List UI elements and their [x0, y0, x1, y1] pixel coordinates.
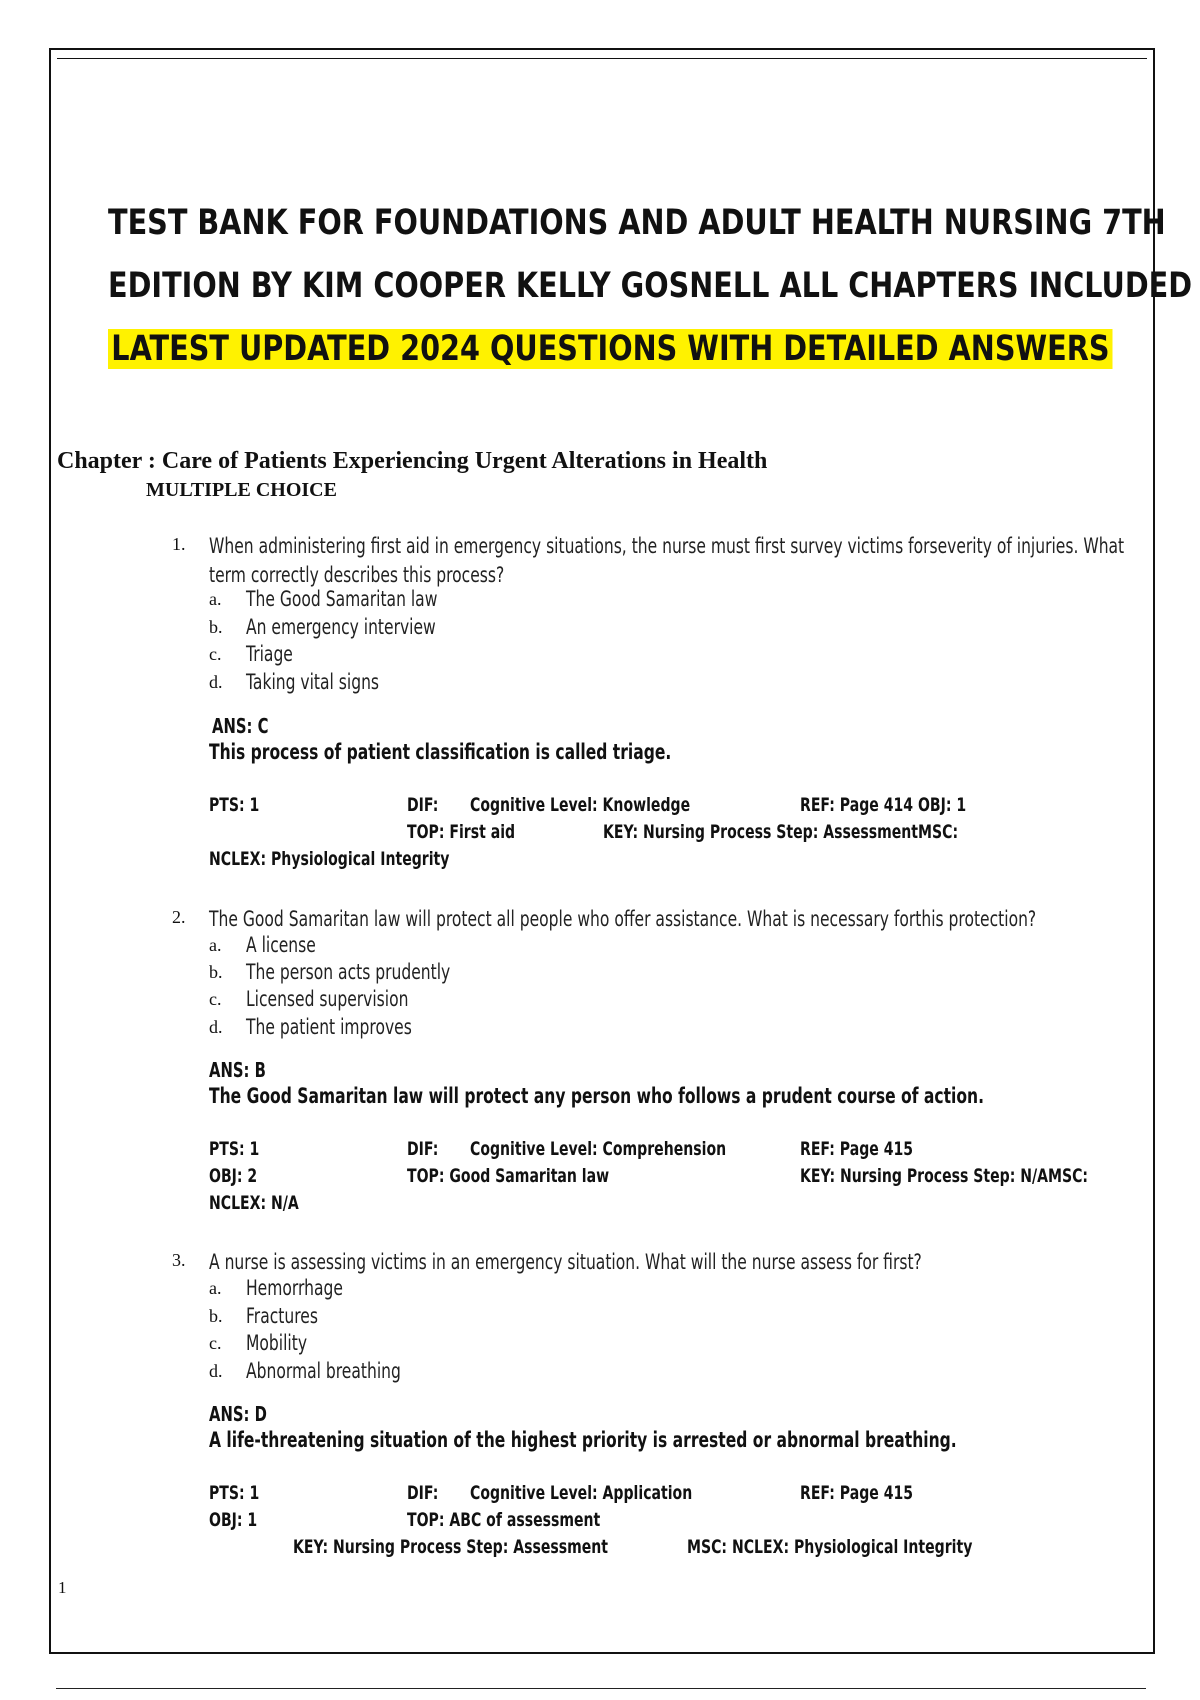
page-number: 1 [58, 1578, 67, 1597]
meta-key: KEY: Nursing Process Step: Assessment [293, 1536, 609, 1558]
question-text: A nurse is assessing victims in an emergency situation. What will the nurse assess for first? [209, 1250, 922, 1274]
meta-dif-label: DIF: [407, 1482, 439, 1504]
answer: ANS: D [209, 1402, 267, 1426]
meta-obj: OBJ: 1 [209, 1509, 258, 1531]
meta-pts: PTS: 1 [209, 1138, 260, 1160]
meta-pts: PTS: 1 [209, 1482, 260, 1504]
answer: ANS: B [209, 1058, 266, 1082]
meta-obj: OBJ: 2 [209, 1165, 258, 1187]
answer: ANS: C [212, 714, 269, 738]
question-number: 2. [172, 907, 186, 927]
meta-top: TOP: ABC of assessment [407, 1509, 601, 1531]
title-line-2: EDITION BY KIM COOPER KELLY GOSNELL ALL CHAPTERS INCLUDED [108, 266, 1193, 306]
question-text: The Good Samaritan law will protect all people who offer assistance. What is necessary forthis protection? [209, 907, 1037, 931]
title-line-3-highlighted: LATEST UPDATED 2024 QUESTIONS WITH DETAILED ANSWERS [108, 329, 1113, 369]
chapter-heading: Chapter : Care of Patients Experiencing Urgent Alterations in Health [57, 448, 768, 474]
meta-key: KEY: Nursing Process Step: AssessmentMSC: [603, 821, 959, 843]
meta-dif: Cognitive Level: Comprehension [470, 1138, 727, 1160]
rationale: The Good Samaritan law will protect any person who follows a prudent course of action. [209, 1084, 984, 1108]
meta-key: KEY: Nursing Process Step: N/AMSC: [800, 1165, 1089, 1187]
meta-ref: REF: Page 415 [800, 1138, 914, 1160]
section-heading: MULTIPLE CHOICE [146, 479, 337, 501]
meta-dif-label: DIF: [407, 794, 439, 816]
meta-nclex: NCLEX: Physiological Integrity [209, 848, 450, 870]
meta-top: TOP: First aid [407, 821, 516, 843]
meta-msc: MSC: NCLEX: Physiological Integrity [687, 1536, 973, 1558]
meta-dif: Cognitive Level: Knowledge [470, 794, 691, 816]
rationale: This process of patient classification is called triage. [209, 740, 672, 764]
meta-ref: REF: Page 415 [800, 1482, 914, 1504]
meta-top: TOP: Good Samaritan law [407, 1165, 610, 1187]
question-text: When administering first aid in emergency situations, the nurse must first survey victims forseverity of injuries. What term correctly describes this process? [209, 534, 1125, 587]
document-title [108, 192, 1193, 381]
top-rule [57, 58, 1147, 59]
question-number: 1. [172, 534, 186, 554]
meta-dif: Cognitive Level: Application [470, 1482, 693, 1504]
bottom-rule [56, 1688, 1146, 1689]
title-line-1: TEST BANK FOR FOUNDATIONS AND ADULT HEALTH NURSING 7TH [108, 203, 1166, 243]
meta-dif-label: DIF: [407, 1138, 439, 1160]
meta-ref: REF: Page 414 OBJ: 1 [800, 794, 967, 816]
question-number: 3. [172, 1250, 186, 1270]
meta-pts: PTS: 1 [209, 794, 260, 816]
meta-nclex: NCLEX: N/A [209, 1192, 299, 1214]
rationale: A life-threatening situation of the highest priority is arrested or abnormal breathing. [209, 1428, 957, 1452]
